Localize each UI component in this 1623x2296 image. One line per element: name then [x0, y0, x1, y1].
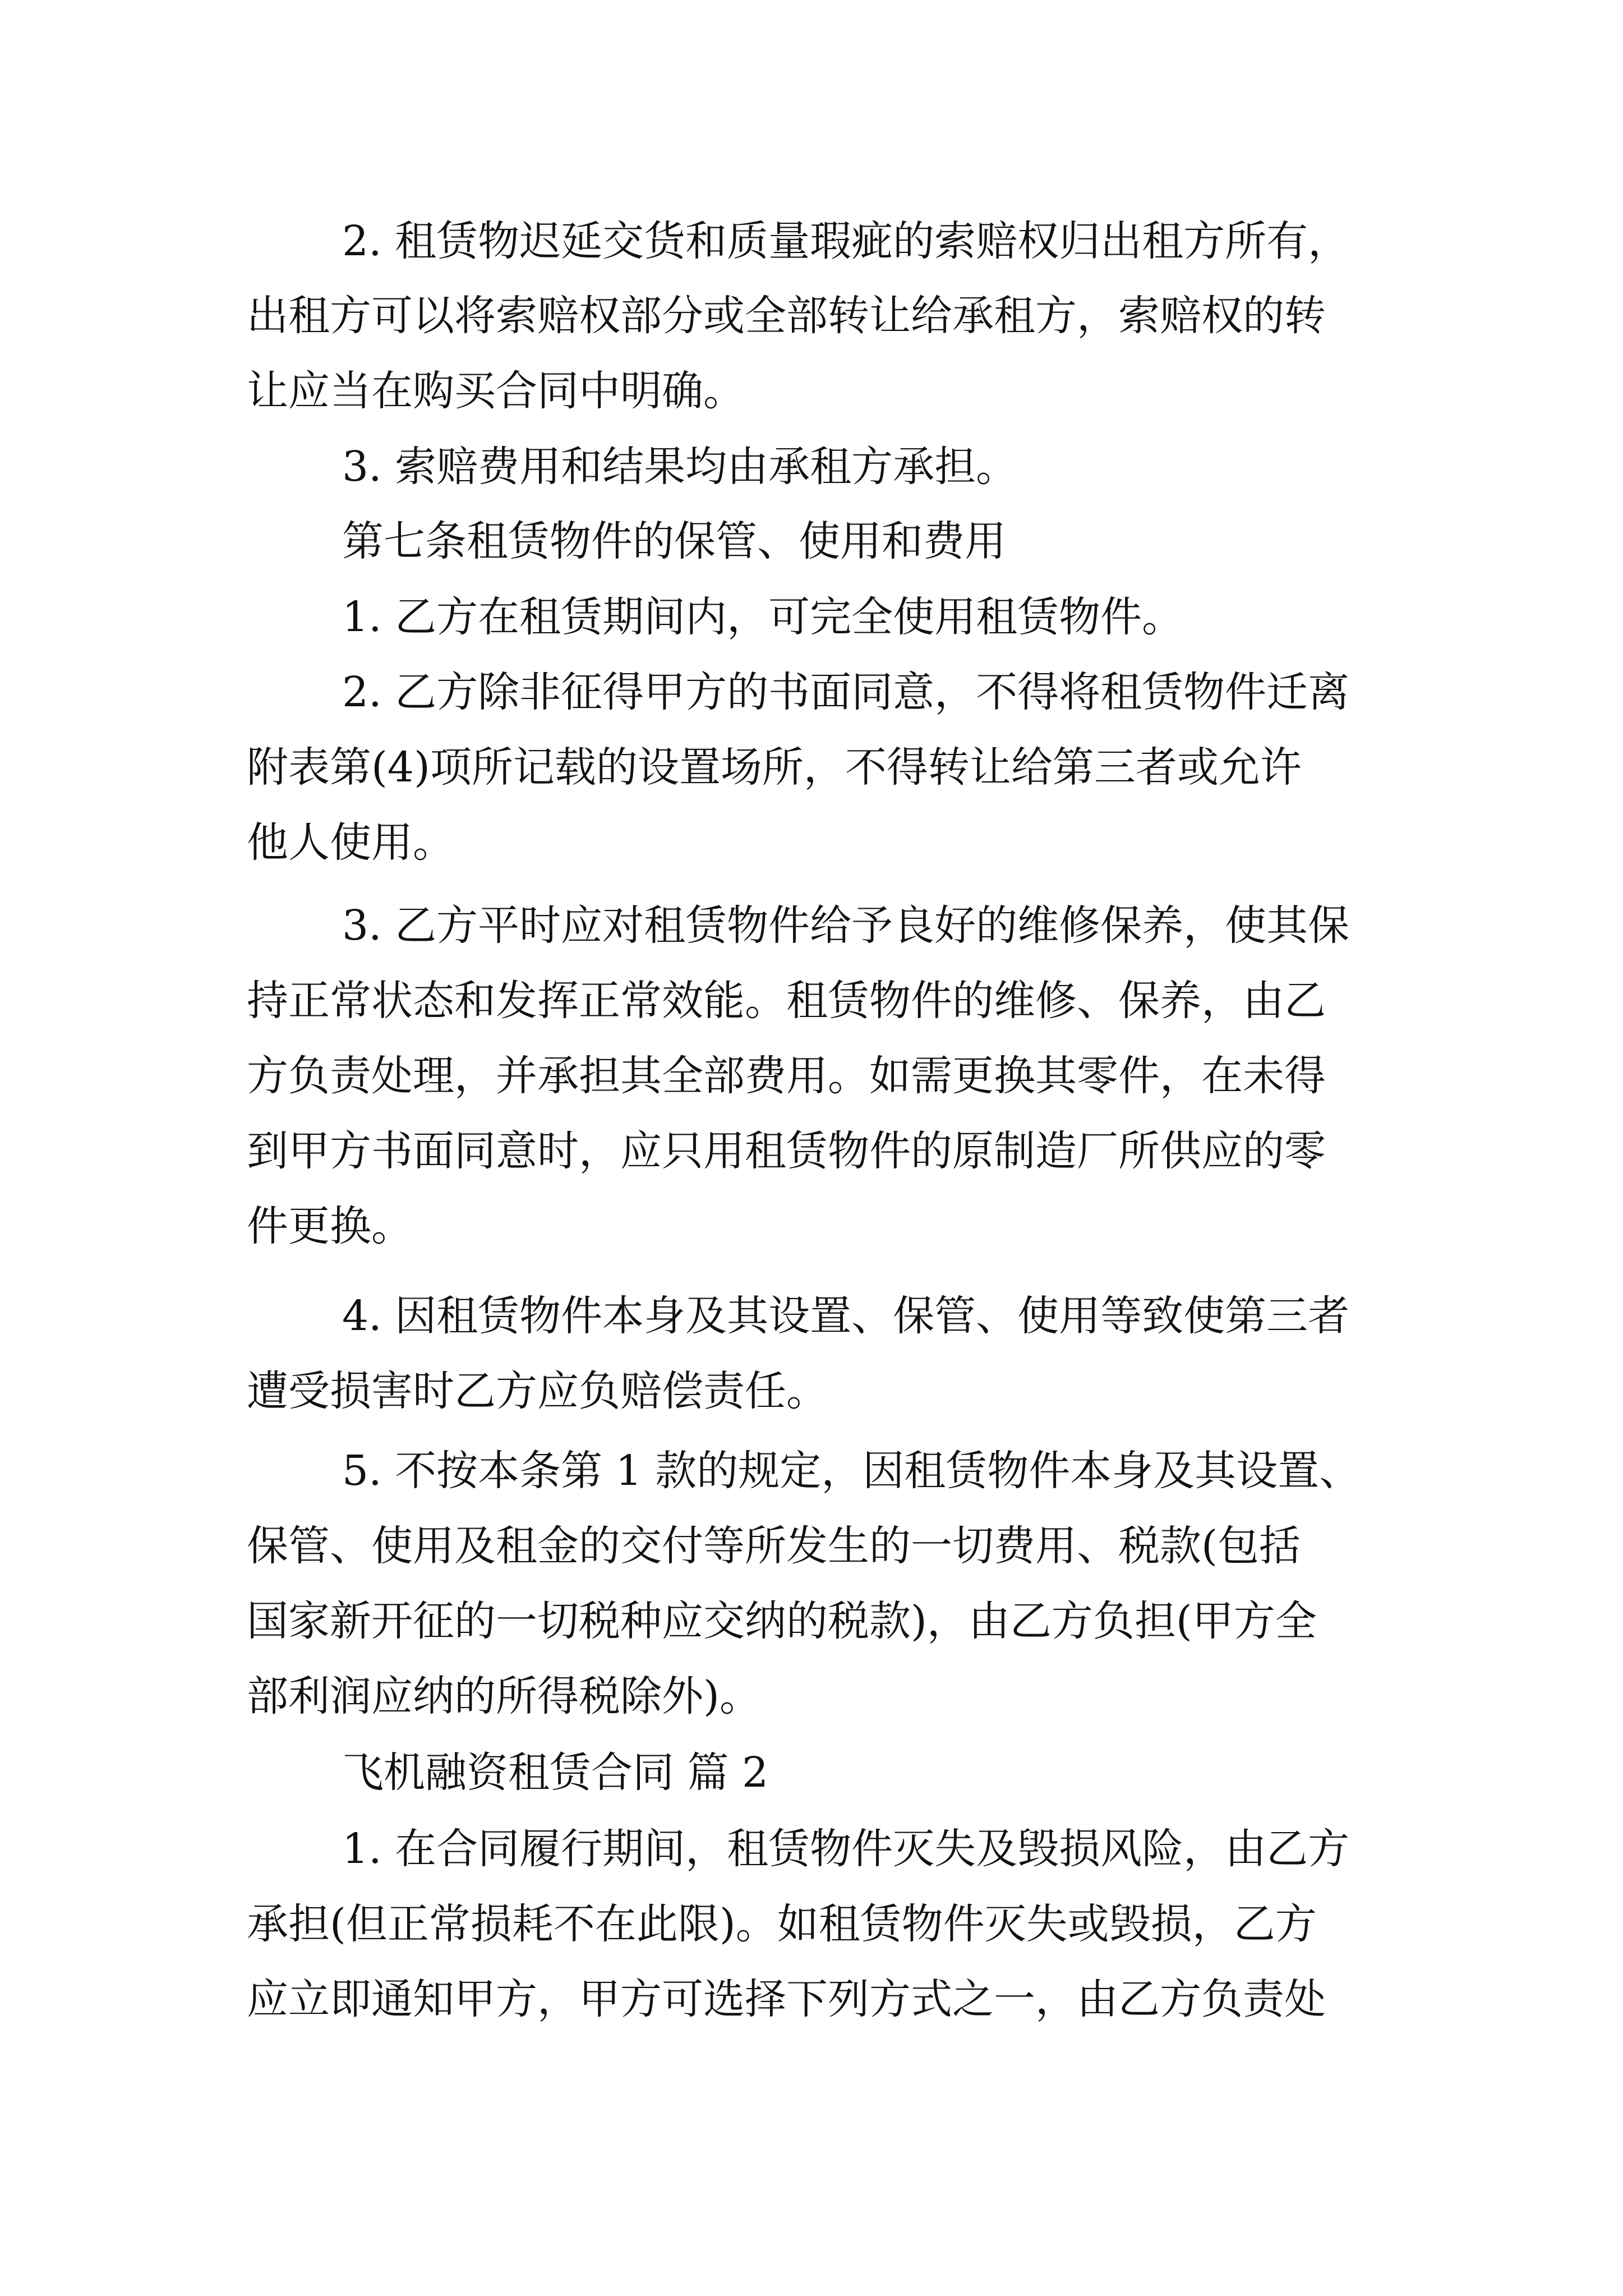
- text-line: 方负责处理，并承担其全部费用。如需更换其零件，在未得: [247, 1052, 1326, 1100]
- text-line: 承担(但正常损耗不在此限)。如租赁物件灭失或毁损，乙方: [247, 1900, 1317, 1948]
- text-line: 到甲方书面同意时，应只用租赁物件的原制造厂所供应的零: [247, 1127, 1326, 1175]
- text-line: 出租方可以将索赔权部分或全部转让给承租方，索赔权的转: [247, 292, 1326, 340]
- text-line: 3. 乙方平时应对租赁物件给予良好的维修保养，使其保: [342, 901, 1350, 950]
- section-heading: 飞机融资租赁合同 篇 2: [342, 1749, 769, 1797]
- text-line: 应立即通知甲方，甲方可选择下列方式之一，由乙方负责处: [247, 1975, 1326, 2023]
- text-line: 1. 在合同履行期间，租赁物件灭失及毁损风险，由乙方: [342, 1825, 1350, 1873]
- text-line: 3. 索赔费用和结果均由承租方承担。: [342, 443, 1018, 491]
- text-line: 部利润应纳的所得税除外)。: [247, 1672, 761, 1720]
- text-line: 5. 不按本条第 1 款的规定，因租赁物件本身及其设置、: [342, 1447, 1361, 1495]
- text-line: 国家新开征的一切税种应交纳的税款)，由乙方负担(甲方全: [247, 1597, 1317, 1645]
- text-line: 附表第(4)项所记载的设置场所，不得转让给第三者或允许: [247, 743, 1302, 792]
- text-line: 他人使用。: [247, 818, 454, 867]
- text-line: 让应当在购买合同中明确。: [247, 367, 745, 415]
- text-line: 2. 租赁物迟延交货和质量瑕疵的索赔权归出租方所有，: [342, 217, 1350, 265]
- text-line: 遭受损害时乙方应负赔偿责任。: [247, 1367, 828, 1415]
- text-line: 保管、使用及租金的交付等所发生的一切费用、税款(包括: [247, 1522, 1301, 1570]
- text-line: 2. 乙方除非征得甲方的书面同意，不得将租赁物件迁离: [342, 668, 1350, 716]
- section-heading: 第七条租赁物件的保管、使用和费用: [342, 517, 1006, 565]
- text-line: 4. 因租赁物件本身及其设置、保管、使用等致使第三者: [342, 1292, 1350, 1340]
- text-line: 1. 乙方在租赁期间内，可完全使用租赁物件。: [342, 593, 1184, 641]
- text-line: 件更换。: [247, 1202, 413, 1250]
- text-line: 持正常状态和发挥正常效能。租赁物件的维修、保养，由乙: [247, 977, 1326, 1025]
